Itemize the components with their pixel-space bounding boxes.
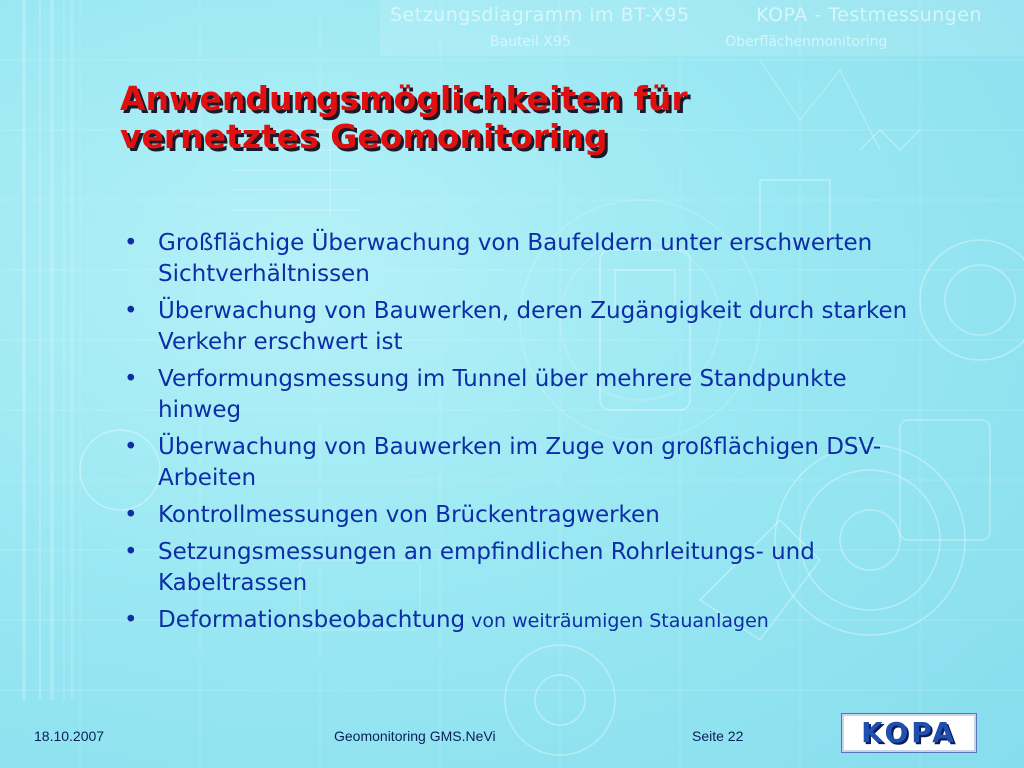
bullet-dot-icon: • — [124, 230, 138, 256]
bullet-item — [120, 432, 920, 494]
bullet-text: Großflächige Überwachung von Baufeldern unter erschwerten Sichtverhältnissen — [158, 230, 873, 287]
bullet-dot-icon: • — [124, 366, 138, 392]
banner-sub-left-text: Bauteil X95 — [490, 34, 571, 50]
kopa-logo — [842, 714, 976, 752]
kopa-logo-text: KOPA — [861, 716, 957, 749]
bullet-text-suffix: von weiträumigen Stauanlagen — [465, 610, 769, 632]
banner-right-text: KOPA - Testmessungen — [756, 4, 982, 26]
bullet-dot-icon: • — [124, 607, 138, 633]
bullet-text: Kontrollmessungen von Brückentragwerken — [158, 502, 660, 528]
banner-sub-right-text: Oberflächenmonitoring — [725, 34, 888, 50]
bullet-item — [120, 228, 920, 290]
footer-date: 18.10.2007 — [34, 728, 105, 744]
slide-title-line-1: Anwendungsmöglichkeiten für — [120, 79, 688, 118]
bullet-dot-icon: • — [124, 434, 138, 460]
background-header-banner — [380, 0, 1024, 56]
bullet-dot-icon: • — [124, 539, 138, 565]
bullet-item — [120, 537, 920, 599]
bullet-text: Setzungsmessungen an empfindlichen Rohrleitungs- und Kabeltrassen — [158, 539, 815, 596]
footer-presentation-title: Geomonitoring GMS.NeVi — [334, 728, 496, 744]
slide-title — [120, 80, 880, 156]
bullet-text: Überwachung von Bauwerken im Zuge von großflächigen DSV-Arbeiten — [158, 434, 882, 491]
bullet-item — [120, 605, 920, 637]
bullet-dot-icon: • — [124, 298, 138, 324]
bullet-item — [120, 500, 920, 531]
bullet-text: Überwachung von Bauwerken, deren Zugängigkeit durch starken Verkehr erschwert ist — [158, 298, 908, 355]
bullet-dot-icon: • — [124, 502, 138, 528]
banner-left-text: Setzungsdiagramm im BT-X95 — [390, 4, 690, 26]
footer-page-number: Seite 22 — [692, 728, 744, 744]
bullet-text: Verformungsmessung im Tunnel über mehrere Standpunkte hinweg — [158, 366, 847, 423]
bullet-item — [120, 296, 920, 358]
slide-title-line-2: vernetztes Geomonitoring — [120, 117, 608, 156]
bullet-text: Deformationsbeobachtung — [158, 607, 466, 633]
bullet-item — [120, 364, 920, 426]
bullet-list — [120, 228, 920, 643]
